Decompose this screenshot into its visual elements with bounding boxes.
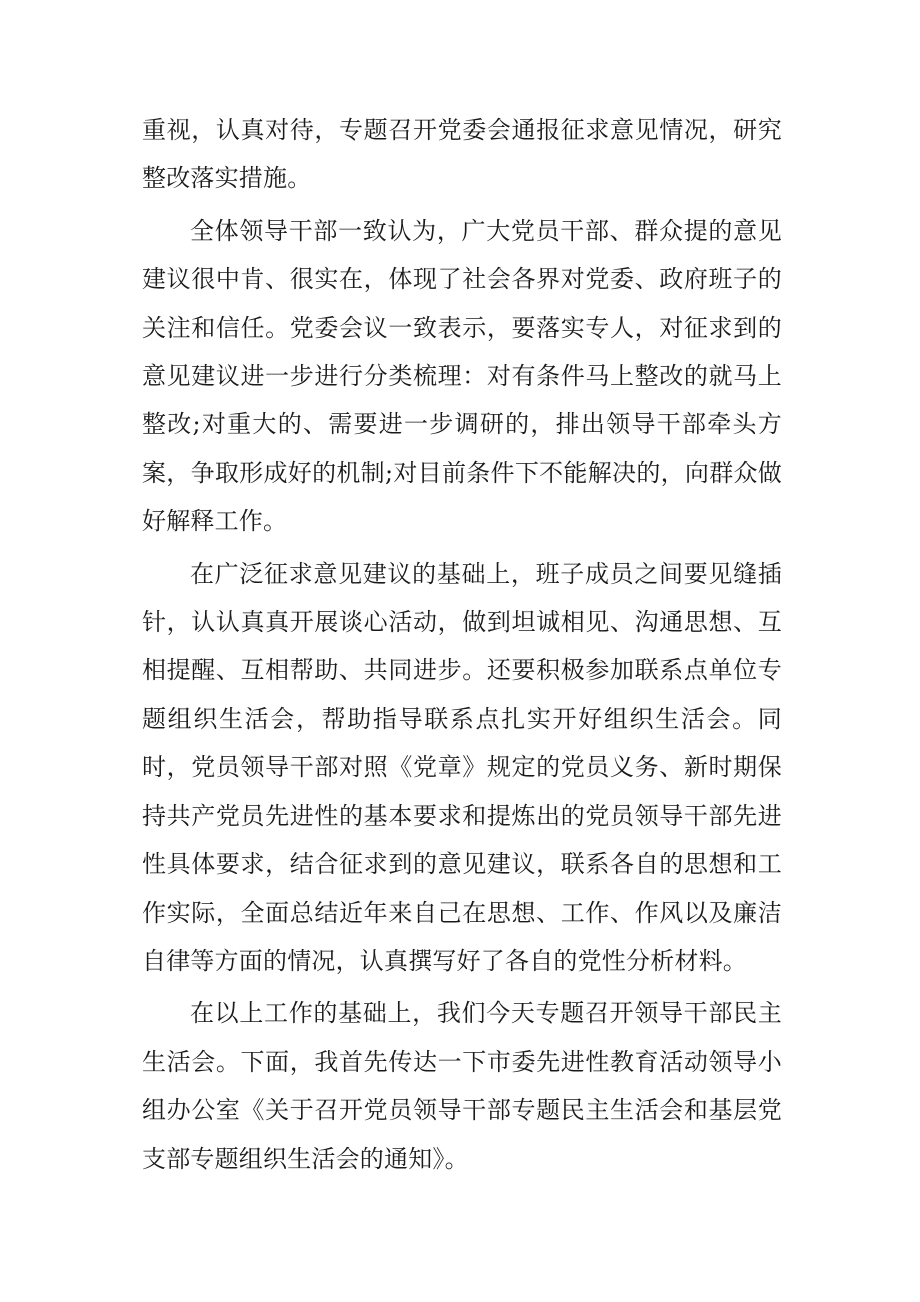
paragraph-meeting-announcement: 在以上工作的基础上，我们今天专题召开领导干部民主生活会。下面，我首先传达一下市委先进性教育活动领导小组办公室《关于召开党员领导干部专题民主生活会和基层党支部专题组织生活会的通知》。 <box>142 999 782 1173</box>
paragraph-continuation: 重视，认真对待，专题召开党委会通报征求意见情况，研究整改落实措施。 <box>142 116 782 193</box>
document-body <box>142 106 782 1187</box>
paragraph-leadership-consensus: 全体领导干部一致认为，广大党员干部、群众提的意见建议很中肯、很实在，体现了社会各界对党委、政府班子的关注和信任。党委会议一致表示，要落实专人，对征求到的意见建议进一步进行分类梳理：对有条件马上整改的就马上整改;对重大的、需要进一步调研的，排出领导干部牵头方案，争取形成好的机制;对目前条件下不能解决的，向群众做好解释工作。 <box>142 216 782 536</box>
paragraph-heart-to-heart-talks: 在广泛征求意见建议的基础上，班子成员之间要见缝插针，认认真真开展谈心活动，做到坦诚相见、沟通思想、互相提醒、互相帮助、共同进步。还要积极参加联系点单位专题组织生活会，帮助指导联系点扎实开好组织生活会。同时，党员领导干部对照《党章》规定的党员义务、新时期保持共产党员先进性的基本要求和提炼出的党员领导干部先进性具体要求，结合征求到的意见建议，联系各自的思想和工作实际，全面总结近年来自己在思想、工作、作风以及廉洁自律等方面的情况，认真撰写好了各自的党性分析材料。 <box>142 559 782 975</box>
